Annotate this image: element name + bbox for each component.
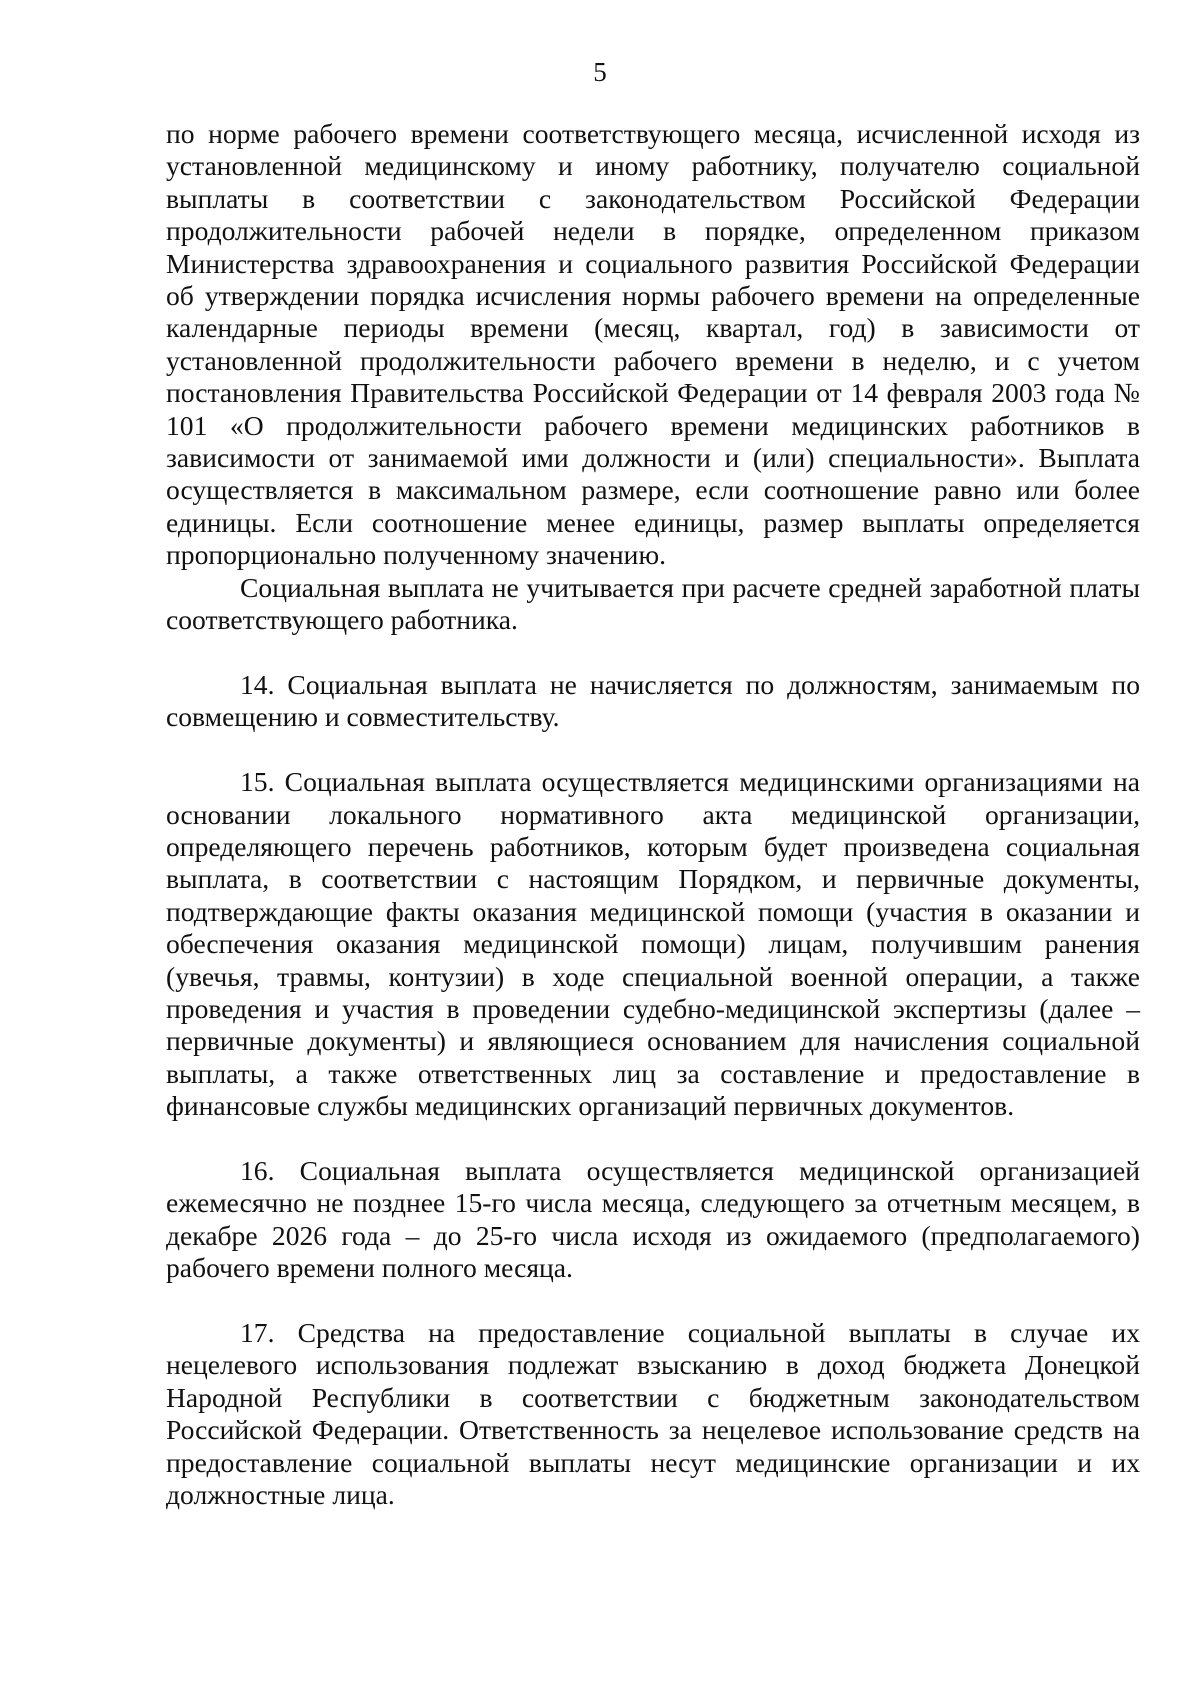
paragraph-item-16: 16. Социальная выплата осуществляется медицинской организацией ежемесячно не позднее 15-го числа месяца, следующего за отчетным месяцем, в декабре 2026 года – до 25-го числа исходя из ожидаемого (предполагаемого) рабочего времени полного месяца.	[166, 1154, 1140, 1284]
page-number: 5	[593, 57, 607, 87]
paragraph-item-14: 14. Социальная выплата не начисляется по должностям, занимаемым по совмещению и совместительству.	[166, 668, 1140, 733]
paragraph-continuation: по норме рабочего времени соответствующего месяца, исчисленной исходя из установленной медицинскому и иному работнику, получателю социальной выплаты в соответствии с законодательством Российской Федерации продолжительности рабочей недели в порядке, определенном приказом Министерства здравоохранения и социального развития Российской Федерации об утверждении порядка исчисления нормы рабочего времени на определенные календарные периоды времени (месяц, квартал, год) в зависимости от установленной продолжительности рабочего времени в неделю, и с учетом постановления Правительства Российской Федерации от 14 февраля 2003 года № 101 «О продолжительности рабочего времени медицинских работников в зависимости от занимаемой ими должности и (или) специальности». Выплата осуществляется в максимальном размере, если соотношение равно или более единицы. Если соотношение менее единицы, размер выплаты определяется пропорционально полученному значению.	[166, 118, 1140, 571]
paragraph-average-salary-note: Социальная выплата не учитывается при расчете средней заработной платы соответствующего работника.	[166, 571, 1140, 636]
paragraph-item-15: 15. Социальная выплата осуществляется медицинскими организациями на основании локального нормативного акта медицинской организации, определяющего перечень работников, которым будет произведена социальная выплата, в соответствии с настоящим Порядком, и первичные документы, подтверждающие факты оказания медицинской помощи (участия в оказании и обеспечения оказания медицинской помощи) лицам, получившим ранения (увечья, травмы, контузии) в ходе специальной военной операции, а также проведения и участия в проведении судебно-медицинской экспертизы (далее – первичные документы) и являющиеся основанием для начисления социальной выплаты, а также ответственных лиц за составление и предоставление в финансовые службы медицинских организаций первичных документов.	[166, 766, 1140, 1122]
paragraph-item-17: 17. Средства на предоставление социальной выплаты в случае их нецелевого использования подлежат взысканию в доход бюджета Донецкой Народной Республики в соответствии с бюджетным законодательством Российской Федерации. Ответственность за нецелевое использование средств на предоставление социальной выплаты несут медицинские организации и их должностные лица.	[166, 1316, 1140, 1510]
document-body	[166, 118, 1140, 1511]
